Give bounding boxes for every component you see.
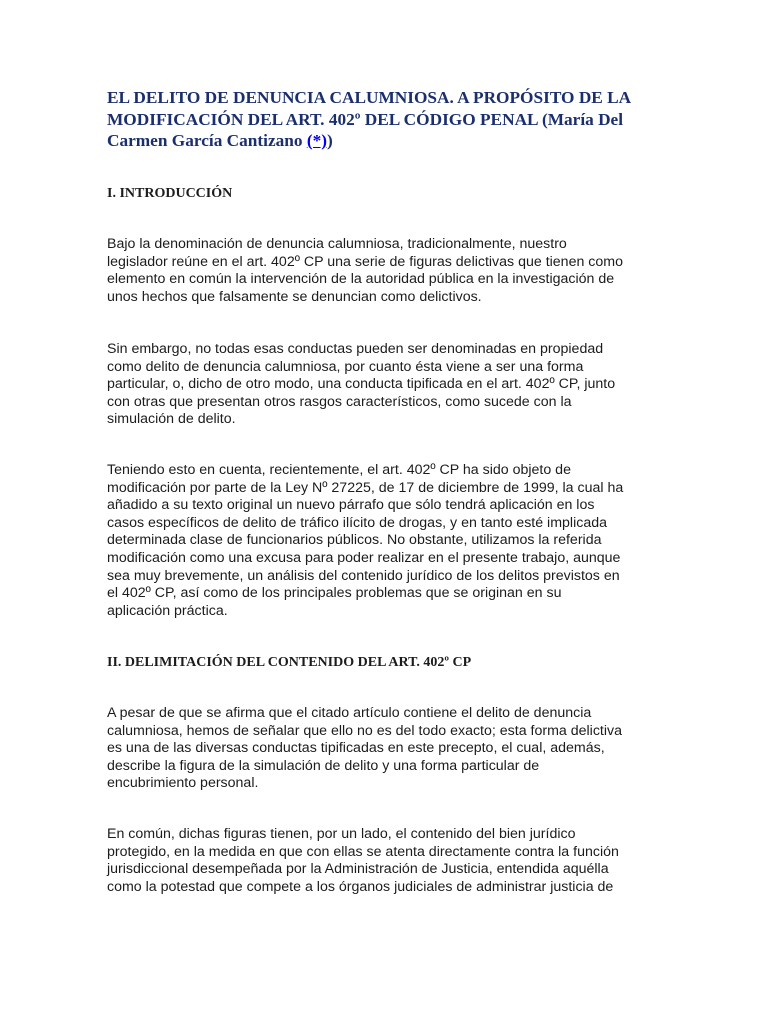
paragraph-line: casos específicos de delito de tráfico ilícito de drogas, y en tanto esté implicada bbox=[107, 514, 607, 531]
paragraph-line: describe la figura de la simulación de delito y una forma particular de bbox=[107, 757, 540, 774]
section-heading-introduccion: I. INTRODUCCIÓN bbox=[107, 186, 233, 201]
paragraph-line: simulación de delito. bbox=[107, 411, 236, 428]
paragraph-line: legislador reúne en el art. 402º CP una serie de figuras delictivas que tienen como bbox=[107, 253, 623, 270]
paragraph-line: Teniendo esto en cuenta, recientemente, el art. 402º CP ha sido objeto de bbox=[107, 462, 571, 478]
paragraph-line: encubrimiento personal. bbox=[107, 775, 259, 792]
paragraph-line: Sin embargo, no todas esas conductas pueden ser denominadas en propiedad bbox=[107, 341, 604, 357]
paragraph-line: el 402º CP, así como de los principales problemas que se originan en su bbox=[107, 585, 562, 602]
paragraph-1 bbox=[107, 236, 667, 306]
paragraph-line: determinada clase de funcionarios públicos. No obstante, utilizamos la referida bbox=[107, 532, 602, 549]
paragraph-line: unos hechos que falsamente se denuncian como delictivos. bbox=[107, 288, 482, 305]
paragraph-4 bbox=[107, 705, 667, 793]
paragraph-line: Bajo la denominación de denuncia calumniosa, tradicionalmente, nuestro bbox=[107, 236, 567, 252]
paragraph-line: elemento en común la intervención de la autoridad pública en la investigación de bbox=[107, 271, 615, 288]
paragraph-line: añadido a su texto original un nuevo párrafo que sólo tendrá aplicación en los bbox=[107, 497, 595, 514]
paragraph-line: como la potestad que compete a los órganos judiciales de administrar justicia de bbox=[107, 878, 614, 895]
document-title bbox=[107, 87, 667, 152]
paragraph-line: calumniosa, hemos de señalar que ello no es del todo exacto; esta forma delictiva bbox=[107, 722, 622, 739]
paragraph-line: particular, o, dicho de otro modo, una conducta tipificada en el art. 402º CP, junto bbox=[107, 376, 616, 393]
paragraph-line: modificación por parte de la Ley Nº 27225, de 17 de diciembre de 1999, la cual ha bbox=[107, 479, 624, 496]
title-text-end: ) bbox=[327, 131, 333, 150]
title-text: EL DELITO DE DENUNCIA CALUMNIOSA. A PROPÓSITO DE LA MODIFICACIÓN DEL ART. 402º DEL CÓDIGO PENAL (María Del Carmen García Cantizano bbox=[107, 88, 631, 150]
paragraph-line: jurisdiccional desempeñada por la Administración de Justicia, entendida aquélla bbox=[107, 861, 609, 878]
paragraph-line: modificación como una excusa para poder realizar en el presente trabajo, aunque bbox=[107, 549, 621, 566]
paragraph-line: A pesar de que se afirma que el citado artículo contiene el delito de denuncia bbox=[107, 705, 592, 721]
paragraph-5 bbox=[107, 826, 667, 896]
paragraph-3 bbox=[107, 462, 667, 620]
paragraph-line: sea muy brevemente, un análisis del contenido jurídico de los delitos previstos en bbox=[107, 567, 620, 584]
paragraph-line: como delito de denuncia calumniosa, por cuanto ésta viene a ser una forma bbox=[107, 358, 584, 375]
paragraph-line: En común, dichas figuras tienen, por un lado, el contenido del bien jurídico bbox=[107, 826, 576, 842]
paragraph-line: aplicación práctica. bbox=[107, 602, 228, 619]
paragraph-2 bbox=[107, 341, 667, 429]
paragraph-line: protegido, en la medida en que con ellas se atenta directamente contra la función bbox=[107, 843, 619, 860]
paragraph-line: con otras que presentan otros rasgos característicos, como sucede con la bbox=[107, 393, 572, 410]
section-heading-delimitacion: II. DELIMITACIÓN DEL CONTENIDO DEL ART. 402º CP bbox=[107, 655, 472, 670]
footnote-link[interactable]: (*) bbox=[306, 131, 327, 150]
paragraph-line: es una de las diversas conductas tipificadas en este precepto, el cual, además, bbox=[107, 740, 605, 757]
